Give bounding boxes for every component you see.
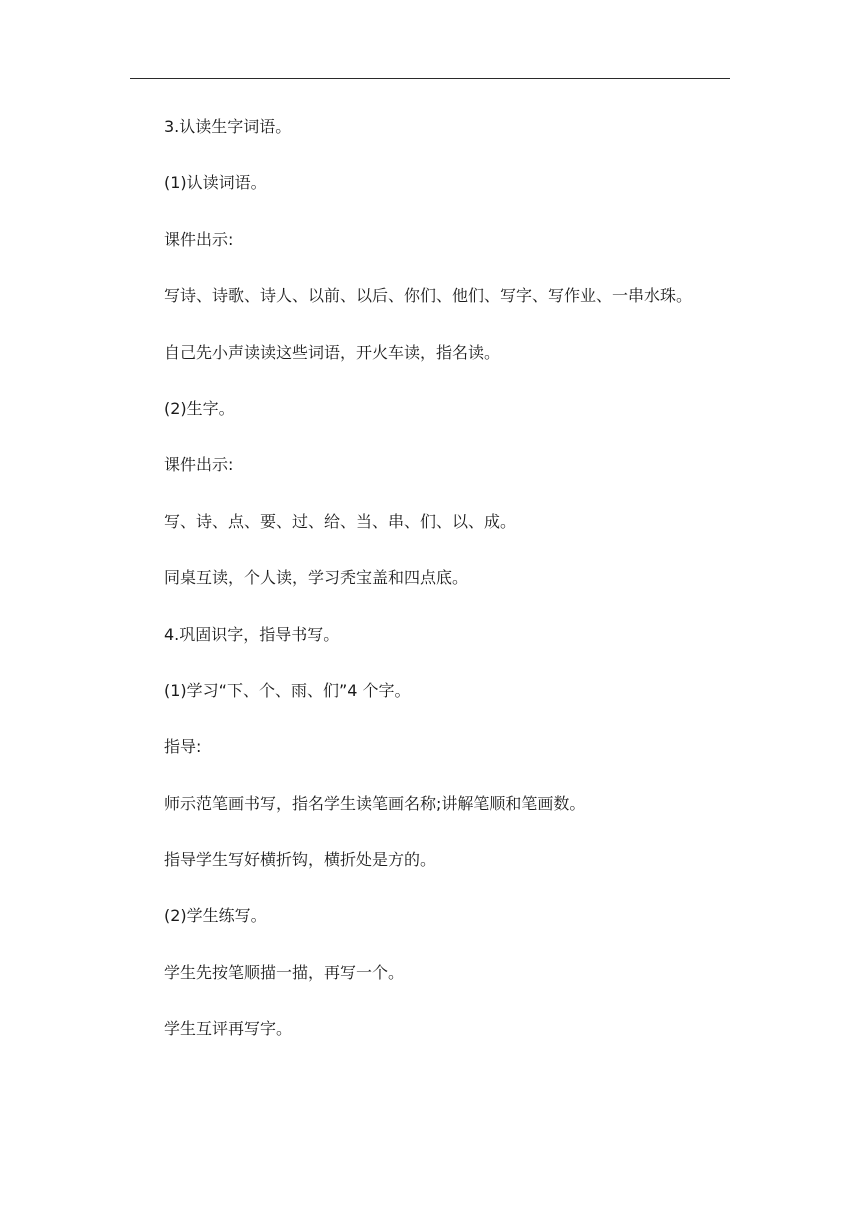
header-rule [130, 78, 730, 79]
paragraph-subsection-1: (1)认读词语。 [164, 173, 267, 193]
paragraph-peer-review: 学生互评再写字。 [164, 1019, 293, 1039]
paragraph-character-list: 写、诗、点、要、过、给、当、串、们、以、成。 [164, 511, 517, 531]
paragraph-courseware-label-2: 课件出示: [164, 455, 234, 475]
document-body [164, 112, 764, 1071]
paragraph-reading-method: 自己先小声读读这些词语，开火车读，指名读。 [164, 342, 501, 362]
paragraph-word-list: 写诗、诗歌、诗人、以前、以后、你们、他们、写字、写作业、一串水珠。 [164, 286, 693, 306]
paragraph-guidance-label: 指导: [164, 737, 202, 757]
paragraph-section-4-heading: 4.巩固识字，指导书写。 [164, 624, 340, 644]
paragraph-teacher-demo: 师示范笔画书写，指名学生读笔画名称;讲解笔顺和笔画数。 [164, 793, 586, 813]
paragraph-section-3-heading: 3.认读生字词语。 [164, 117, 292, 136]
paragraph-learn-four-characters: (1)学习“下、个、雨、们”4 个字。 [164, 680, 411, 700]
paragraph-student-practice: (2)学生练写。 [164, 906, 267, 926]
paragraph-stroke-guidance: 指导学生写好横折钩，横折处是方的。 [164, 850, 437, 870]
paragraph-peer-reading: 同桌互读，个人读，学习秃宝盖和四点底。 [164, 568, 469, 588]
paragraph-courseware-label: 课件出示: [164, 229, 234, 249]
paragraph-subsection-2: (2)生字。 [164, 398, 235, 418]
paragraph-trace-then-write: 学生先按笔顺描一描，再写一个。 [164, 962, 405, 982]
